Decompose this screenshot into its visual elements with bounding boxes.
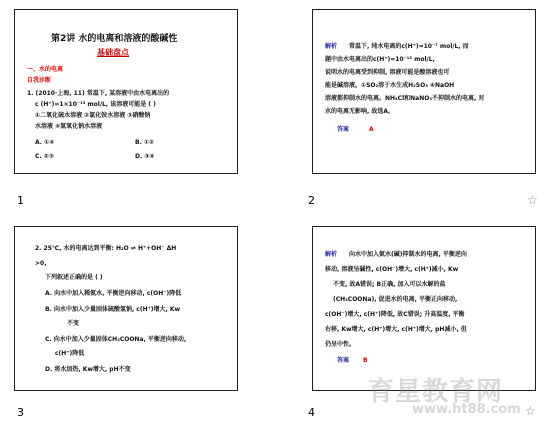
analysis-line-5: c(OH⁻)增大, c(H⁺)降低, 故C错误; 升高温度, 平衡 — [325, 311, 465, 318]
analysis-line-2: 题中由水电离出的c(H⁺)=10⁻¹³ mol/L, — [325, 56, 435, 63]
analysis-line-7: 仍呈中性。 — [325, 341, 356, 348]
slide-2[interactable] — [312, 9, 536, 174]
analysis-line-2: 移动, 溶液呈碱性, c(OH⁻)增大, c(H⁺)减小, Kw — [325, 266, 459, 273]
star-icon[interactable]: ☆ — [527, 193, 538, 207]
analysis-line-5: 溶液都抑制水的电离。NH₄Cl和NaNO₃不抑制水的电离, 对 — [325, 95, 485, 102]
option-a: A. 向水中加入稀氨水, 平衡逆向移动, c(OH⁻)降低 — [45, 290, 182, 297]
page-number: 1 — [17, 194, 24, 207]
analysis-label: 解析 — [325, 251, 338, 258]
analysis-line-4: (CH₃COONa), 促进水的电离, 平衡正向移动, — [333, 296, 458, 303]
page-number: 3 — [17, 406, 24, 419]
analysis-label: 解析 — [325, 43, 338, 50]
answer-label: 答案 — [337, 357, 350, 364]
question-line-2: >0, — [35, 260, 47, 267]
analysis-line-6: 水的电离无影响, 故选A。 — [325, 108, 395, 115]
subsection-heading: 自我诊断 — [27, 77, 52, 84]
watermark-url: www.ht88.com — [412, 402, 521, 417]
slide-1[interactable] — [14, 9, 238, 174]
star-icon[interactable]: ☆ — [525, 404, 536, 418]
option-c-cont: c(H⁺)降低 — [55, 350, 85, 357]
question-line-1: 2. 25℃, 水的电离达到平衡: H₂O ⇌ H⁺+OH⁻ ΔH — [35, 245, 177, 252]
option-b-cont: 不变 — [67, 320, 80, 327]
answer-label: 答案 — [337, 126, 350, 133]
analysis-line-3: 不变, 故A错误; B正确, 加入可以水解的盐 — [333, 281, 446, 288]
answer-value: A — [369, 126, 374, 133]
watermark-logo: 育星教育网 — [368, 377, 504, 407]
slide-title: 第2讲 水的电离和溶液的酸碱性 — [51, 34, 178, 44]
analysis-line-1: 向水中加入氨水(碱)抑制水的电离, 平衡逆向 — [349, 251, 467, 258]
slide-4[interactable] — [312, 226, 536, 391]
question-line-1: 1. (2010·上海, 11) 常温下, 某溶液中由水电离出的 — [27, 90, 170, 97]
option-a: A. ①④ — [35, 139, 55, 146]
section-heading: 一、水的电离 — [27, 66, 64, 73]
question-line-4: 水溶液 ④氢氧化钠水溶液 — [35, 123, 103, 130]
answer-value: B — [363, 357, 368, 364]
page-number: 4 — [308, 406, 315, 419]
option-c: C. ②③ — [35, 153, 54, 160]
question-line-3: ①二氧化硫水溶液 ②氯化铵水溶液 ③硝酸钠 — [35, 112, 151, 119]
option-b: B. ①② — [135, 139, 155, 146]
slide-3[interactable] — [14, 226, 238, 391]
option-b: B. 向水中加入少量固体硫酸氢钠, c(H⁺)增大, Kw — [45, 306, 181, 313]
option-d: D. 将水加热, Kw增大, pH不变 — [45, 366, 131, 373]
page-number: 2 — [308, 194, 315, 207]
question-line-2: c (H⁺)=1×10⁻¹³ mol/L, 该溶液可能是 ( ) — [35, 101, 156, 108]
option-c: C. 向水中加入少量固体CH₃COONa, 平衡逆向移动, — [45, 336, 187, 343]
slide-subtitle: 基础盘点 — [97, 48, 129, 57]
question-line-3: 下列叙述正确的是 ( ) — [45, 274, 103, 281]
analysis-line-1: 常温下, 纯水电离的c(H⁺)=10⁻⁷ mol/L, 而 — [349, 43, 469, 50]
analysis-line-4: 能是碱溶液。①SO₂溶于水生成H₂SO₃ ④NaOH — [325, 82, 455, 89]
option-d: D. ③④ — [135, 153, 155, 160]
analysis-line-6: 右移, Kw增大, c(H⁺)增大, c(H⁺)增大, pH减小, 但 — [325, 326, 467, 333]
analysis-line-3: 说明水的电离受到抑制, 溶液可能是酸溶液也可 — [325, 69, 450, 76]
